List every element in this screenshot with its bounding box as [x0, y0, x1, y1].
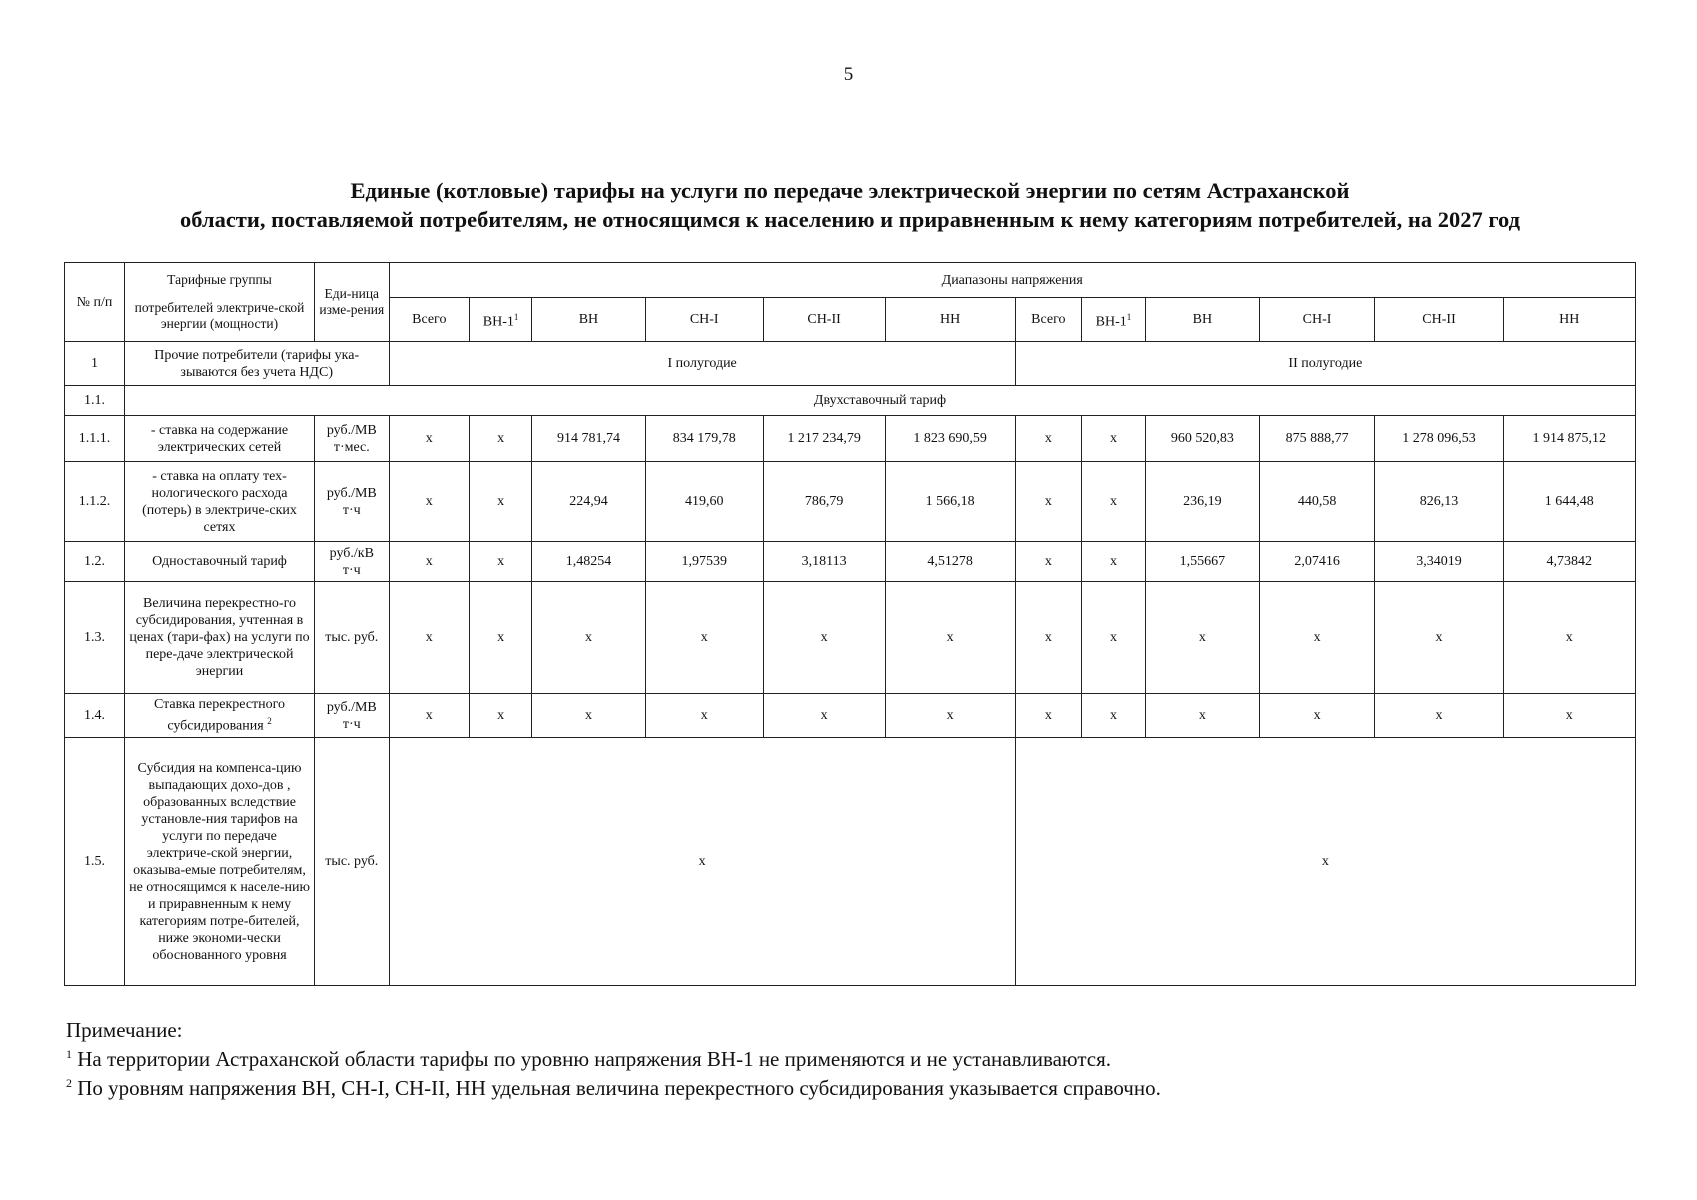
value-cell: х [470, 542, 532, 582]
value-cell: 826,13 [1375, 462, 1503, 542]
value-cell: 236,19 [1146, 462, 1260, 542]
header-row-1 [65, 263, 1636, 298]
value-cell: х [389, 416, 470, 462]
row-1-5 [65, 738, 1636, 986]
value-cell: 3,34019 [1375, 542, 1503, 582]
value-cell-half-1: х [389, 738, 1015, 986]
value-cell: х [1081, 462, 1145, 542]
voltage-col-header: Всего [1015, 298, 1081, 342]
value-cell: х [763, 694, 885, 738]
row-num: 1.5. [65, 738, 125, 986]
value-cell: х [763, 582, 885, 694]
value-cell: 1,55667 [1146, 542, 1260, 582]
value-cell: х [389, 582, 470, 694]
row-1-4 [65, 694, 1636, 738]
value-cell: 1 823 690,59 [885, 416, 1015, 462]
value-cell: х [1015, 694, 1081, 738]
voltage-col-header: Всего [389, 298, 470, 342]
title-line-1: Единые (котловые) тарифы на услуги по передаче электрической энергии по сетям Астраханской [350, 178, 1350, 203]
value-cell: х [470, 462, 532, 542]
row-num: 1.1. [65, 386, 125, 416]
title-line-2: области, поставляемой потребителям, не относящимся к населению и приравненным к нему категориям потребителей, на 2027 год [180, 207, 1520, 232]
row-1-2 [65, 542, 1636, 582]
tariff-table [64, 262, 1636, 986]
value-cell: х [1259, 694, 1375, 738]
value-cell: х [1015, 582, 1081, 694]
value-cell: х [1375, 694, 1503, 738]
voltage-col-header: ВН [532, 298, 646, 342]
value-cell: х [1503, 694, 1635, 738]
row-unit: руб./МВ т·мес. [315, 416, 389, 462]
page-number: 5 [843, 64, 854, 85]
voltage-col-header: НН [1503, 298, 1635, 342]
value-cell: 3,18113 [763, 542, 885, 582]
value-cell: 834 179,78 [645, 416, 763, 462]
voltage-col-label: ВН-1 [1095, 314, 1127, 330]
value-cell: х [645, 694, 763, 738]
row-1 [65, 342, 1636, 386]
value-cell: х [389, 694, 470, 738]
value-cell: х [1259, 582, 1375, 694]
footnote-mark: 1 [66, 1047, 72, 1061]
value-cell: 1,48254 [532, 542, 646, 582]
row-label: - ставка на содержание электрических сетей [124, 416, 314, 462]
value-cell: х [1503, 582, 1635, 694]
half-year-2: II полугодие [1015, 342, 1635, 386]
row-num: 1.1.1. [65, 416, 125, 462]
header-group-line-1: Тарифные группы [167, 272, 272, 287]
footnote-2 [66, 1074, 1626, 1103]
voltage-col-header: СН-I [1259, 298, 1375, 342]
value-cell: 786,79 [763, 462, 885, 542]
voltage-col-header: ВН [1146, 298, 1260, 342]
header-num: № п/п [65, 263, 125, 342]
voltage-col-label: ВН-1 [482, 314, 514, 330]
voltage-col-header: НН [885, 298, 1015, 342]
value-cell: 4,51278 [885, 542, 1015, 582]
row-label: - ставка на оплату тех-нологического расхода (потерь) в электриче-ских сетях [124, 462, 314, 542]
footnote-mark: 2 [267, 716, 272, 727]
row-1-3 [65, 582, 1636, 694]
row-label-text: Ставка перекрестного субсидирования [153, 697, 286, 734]
value-cell: 1 914 875,12 [1503, 416, 1635, 462]
row-num: 1.3. [65, 582, 125, 694]
value-cell: 1 278 096,53 [1375, 416, 1503, 462]
value-cell: х [1081, 694, 1145, 738]
voltage-col-header [470, 298, 532, 342]
value-cell: х [1081, 416, 1145, 462]
value-cell: х [885, 694, 1015, 738]
footnote-mark: 2 [66, 1076, 72, 1090]
notes-block [66, 1016, 1626, 1103]
value-cell: х [1015, 416, 1081, 462]
notes-heading: Примечание: [66, 1018, 183, 1042]
row-unit: руб./МВ т·ч [315, 694, 389, 738]
value-cell: х [645, 582, 763, 694]
header-ranges: Диапазоны напряжения [389, 263, 1636, 298]
voltage-col-header [1081, 298, 1145, 342]
row-num: 1.4. [65, 694, 125, 738]
value-cell: х [1146, 694, 1260, 738]
row-num: 1.2. [65, 542, 125, 582]
value-cell: 4,73842 [1503, 542, 1635, 582]
footnote-mark: 1 [513, 311, 519, 322]
row-1-1 [65, 386, 1636, 416]
value-cell: х [470, 694, 532, 738]
value-cell: х [532, 582, 646, 694]
value-cell: 914 781,74 [532, 416, 646, 462]
value-cell: 1,97539 [645, 542, 763, 582]
value-cell: 2,07416 [1259, 542, 1375, 582]
value-cell: х [1081, 542, 1145, 582]
row-label: Субсидия на компенса-цию выпадающих дохо-дов , образованных вследствие установле-ния тарифов на услуги по передаче электриче-ской энергии, оказыва-емые потребителям, не относящимся к населе-нию и приравненным к нему категориям потре-бителей, ниже экономи-чески обоснованного уровня [124, 738, 314, 986]
voltage-col-header: СН-II [763, 298, 885, 342]
value-cell: 960 520,83 [1146, 416, 1260, 462]
row-unit: тыс. руб. [315, 738, 389, 986]
row-unit: руб./МВ т·ч [315, 462, 389, 542]
row-label: Двухставочный тариф [124, 386, 1635, 416]
header-group-line-2: потребителей электриче-ской энергии (мощности) [134, 300, 305, 331]
row-unit: руб./кВ т·ч [315, 542, 389, 582]
value-cell: х [470, 582, 532, 694]
value-cell: х [1081, 582, 1145, 694]
value-cell-half-2: х [1015, 738, 1635, 986]
row-label: Прочие потребители (тарифы ука-зываются без учета НДС) [124, 342, 389, 386]
value-cell: х [1015, 542, 1081, 582]
row-label: Одноставочный тариф [124, 542, 314, 582]
row-1-1-1 [65, 416, 1636, 462]
value-cell: 440,58 [1259, 462, 1375, 542]
value-cell: х [1146, 582, 1260, 694]
row-unit: тыс. руб. [315, 582, 389, 694]
footnote-text: По уровням напряжения ВН, СН-I, СН-II, НН удельная величина перекрестного субсидирования указывается справочно. [72, 1076, 1161, 1100]
value-cell: 875 888,77 [1259, 416, 1375, 462]
value-cell: 224,94 [532, 462, 646, 542]
footnote-mark: 1 [1126, 311, 1132, 322]
value-cell: х [532, 694, 646, 738]
footnote-text: На территории Астраханской области тарифы по уровню напряжения ВН-1 не применяются и не устанавливаются. [72, 1047, 1112, 1071]
header-group [124, 263, 314, 342]
value-cell: х [1375, 582, 1503, 694]
document-title [110, 176, 1590, 234]
value-cell: 419,60 [645, 462, 763, 542]
row-num: 1 [65, 342, 125, 386]
voltage-col-header: СН-II [1375, 298, 1503, 342]
value-cell: х [389, 542, 470, 582]
value-cell: 1 644,48 [1503, 462, 1635, 542]
row-1-1-2 [65, 462, 1636, 542]
value-cell: х [1015, 462, 1081, 542]
value-cell: х [470, 416, 532, 462]
value-cell: 1 566,18 [885, 462, 1015, 542]
value-cell: х [885, 582, 1015, 694]
footnote-1 [66, 1045, 1626, 1074]
half-year-1: I полугодие [389, 342, 1015, 386]
row-label: Величина перекрестно-го субсидирования, учтенная в ценах (тари-фах) на услуги по пере-даче электрической энергии [124, 582, 314, 694]
value-cell: х [389, 462, 470, 542]
voltage-col-header: СН-I [645, 298, 763, 342]
value-cell: 1 217 234,79 [763, 416, 885, 462]
header-unit: Еди-ница изме-рения [315, 263, 389, 342]
row-label [124, 694, 314, 738]
row-num: 1.1.2. [65, 462, 125, 542]
